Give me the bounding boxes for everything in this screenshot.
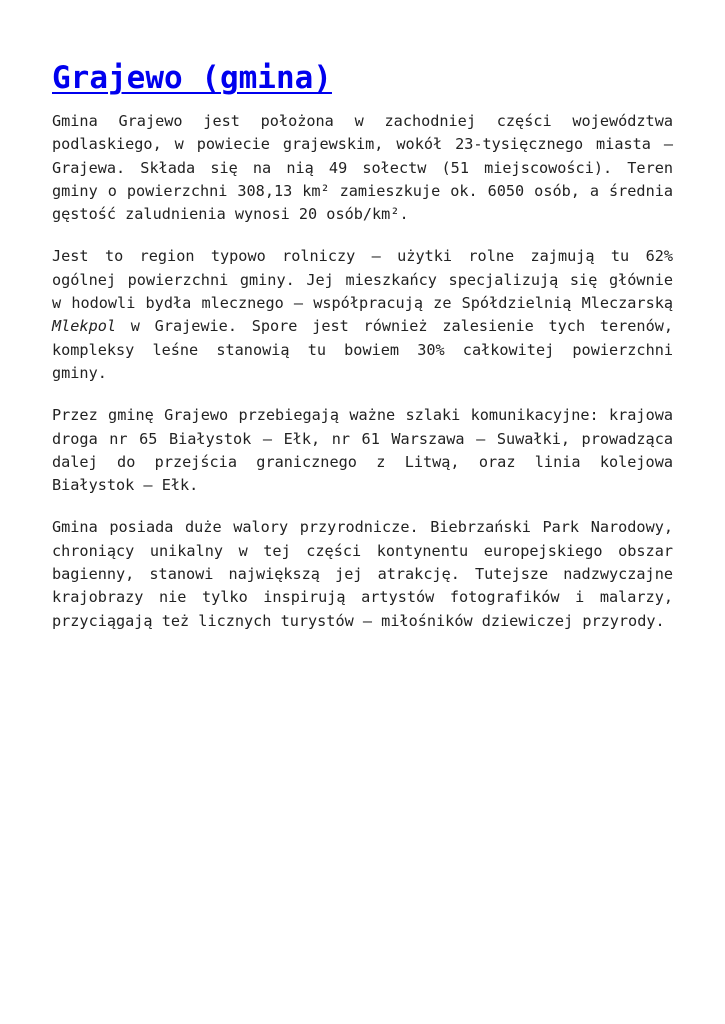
mlekpol-emphasis: Mlekpol	[52, 317, 117, 336]
paragraph-location	[52, 110, 673, 226]
paragraph-agriculture	[52, 245, 673, 385]
paragraph-location-text: Gmina Grajewo jest położona w zachodniej części województwa podlaskiego, w powiecie grajewskim, wokół 23-tysięcznego miasta – Grajewa. Składa się na nią 49 sołectw (51 miejscowości). Teren gminy o powierzchni 308,13 km² zamieszkuje ok. 6050 osób, a średnia gęstość zaludnienia wynosi 20 osób/km².	[52, 112, 673, 224]
paragraph-agriculture-text-end: w Grajewie. Spore jest również zalesienie tych terenów, kompleksy leśne stanowią tu bowiem 30% całkowitej powierzchni gminy.	[52, 317, 673, 382]
paragraph-nature-text: Gmina posiada duże walory przyrodnicze. Biebrzański Park Narodowy, chroniący unikalny w tej części kontynentu europejskiego obszar bagienny, stanowi największą jej atrakcję. Tutejsze nadzwyczajne krajobrazy nie tylko inspirują artystów fotografików i malarzy, przyciągają też licznych turystów – miłośników dziewiczej przyrody.	[52, 518, 673, 630]
paragraph-transport-text: Przez gminę Grajewo przebiegają ważne szlaki komunikacyjne: krajowa droga nr 65 Białystok – Ełk, nr 61 Warszawa – Suwałki, prowadząca dalej do przejścia granicznego z Litwą, oraz linia kolejowa Białystok – Ełk.	[52, 406, 673, 495]
paragraph-agriculture-text-start: Jest to region typowo rolniczy – użytki rolne zajmują tu 62% ogólnej powierzchni gminy. Jej mieszkańcy specjalizują się głównie w hodowli bydła mlecznego – współpracują ze Spółdzielnią Mleczarską	[52, 247, 673, 313]
paragraph-nature	[52, 516, 673, 632]
paragraph-transport	[52, 404, 673, 497]
article-title-link[interactable]: Grajewo (gmina)	[52, 60, 332, 96]
article	[52, 58, 673, 652]
